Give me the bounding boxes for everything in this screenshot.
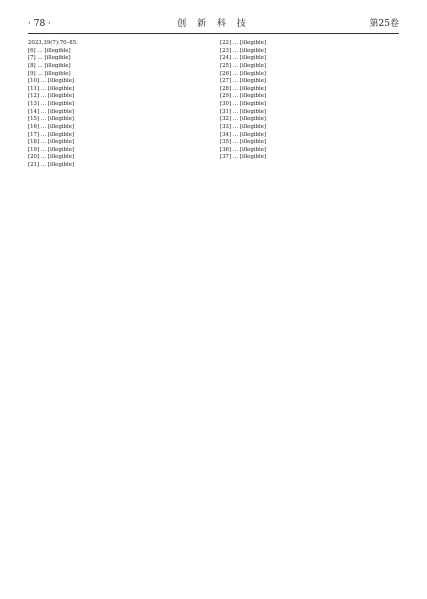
reference-entry: [33] … [illegible] xyxy=(220,123,266,130)
reference-entry: [24] … [illegible] xyxy=(220,55,266,62)
reference-entry: [8] … [illegible] xyxy=(28,62,71,69)
page-number: · 78 · xyxy=(28,19,51,29)
reference-entry: [18] … [illegible] xyxy=(28,139,74,146)
reference-entry: [7] … [illegible] xyxy=(28,55,71,62)
reference-entry: [12] … [illegible] xyxy=(28,93,74,100)
reference-column-right xyxy=(220,40,399,162)
reference-entry: [11] … [illegible] xyxy=(28,85,74,92)
journal-title: 创 新 科 技 xyxy=(177,19,250,29)
reference-entry: [36] … [illegible] xyxy=(220,146,266,153)
reference-entry: [28] … [illegible] xyxy=(220,85,266,92)
volume-label: 第25卷 xyxy=(369,19,399,29)
reference-entry: [20] … [illegible] xyxy=(28,154,74,161)
reference-entry: 2023,39(7):70–85. xyxy=(28,40,78,46)
reference-entry: [31] … [illegible] xyxy=(220,108,266,115)
reference-entry: [30] … [illegible] xyxy=(220,101,266,107)
header-rule xyxy=(28,33,399,34)
reference-entry: [35] … [illegible] xyxy=(220,139,266,146)
reference-entry: [6] … [illegible] xyxy=(28,47,71,54)
reference-entry: [19] … [illegible] xyxy=(28,146,74,153)
reference-entry: [16] … [illegible] xyxy=(28,123,74,130)
reference-entry: [34] … [illegible] xyxy=(220,131,266,138)
reference-entry: [21] … [illegible] xyxy=(28,162,74,168)
reference-entry: [37] … [illegible] xyxy=(220,154,266,161)
reference-entry: [14] … [illegible] xyxy=(28,108,74,115)
reference-entry: [29] … [illegible] xyxy=(220,93,266,100)
reference-entry: [10] … [illegible] xyxy=(28,78,74,85)
page-header xyxy=(28,17,399,35)
reference-entry: [13] … [illegible] xyxy=(28,101,74,107)
reference-entry: [22] … [illegible] xyxy=(220,40,266,46)
reference-entry: [27] … [illegible] xyxy=(220,78,266,85)
reference-entry: [9] … [illegible] xyxy=(28,70,71,77)
reference-entry: [32] … [illegible] xyxy=(220,116,266,123)
reference-entry: [17] … [illegible] xyxy=(28,131,74,138)
reference-entry: [26] … [illegible] xyxy=(220,70,266,77)
reference-entry: [15] … [illegible] xyxy=(28,116,74,123)
reference-entry: [25] … [illegible] xyxy=(220,62,266,69)
reference-column-left xyxy=(28,40,207,170)
reference-entry: [23] … [illegible] xyxy=(220,47,266,54)
